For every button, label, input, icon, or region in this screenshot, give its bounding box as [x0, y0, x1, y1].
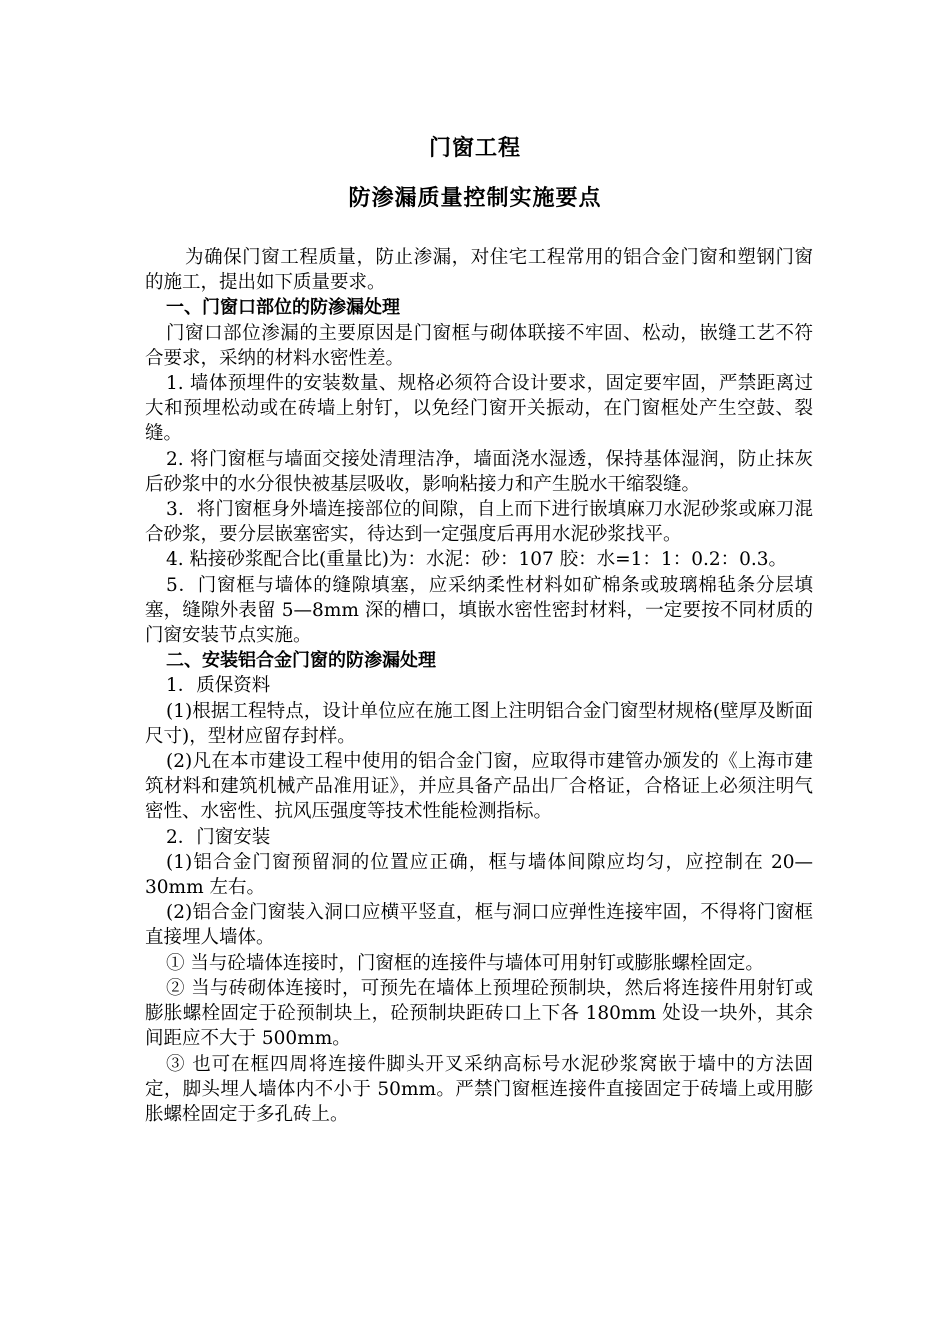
- paragraph: (2)凡在本市建设工程中使用的铝合金门窗，应取得市建管办颁发的《上海市建筑材料和建筑机械产品准用证》，并应具备产品出厂合格证，合格证上必须注明气密性、水密性、抗风压强度等技术性能检测指标。: [145, 751, 813, 823]
- paragraph: 3．将门窗框身外墙连接部位的间隙，自上而下进行嵌填麻刀水泥砂浆或麻刀混合砂浆，要分层嵌塞密实，待达到一定强度后再用水泥砂浆找平。: [145, 499, 813, 546]
- paragraph: (1)根据工程特点，设计单位应在施工图上注明铝合金门窗型材规格(壁厚及断面尺寸)，型材应留存封样。: [145, 700, 813, 747]
- paragraph: 5．门窗框与墙体的缝隙填塞，应采纳柔性材料如矿棉条或玻璃棉毡条分层填塞，缝隙外表留 5—8mm 深的槽口，填嵌水密性密封材料，一定要按不同材质的门窗安装节点实施。: [145, 574, 813, 647]
- subsection-heading: 2．门窗安装: [166, 826, 271, 848]
- paragraph: (1)铝合金门窗预留洞的位置应正确，框与墙体间隙应均匀，应控制在 20—30mm 左右。: [145, 851, 813, 899]
- paragraph: (2)铝合金门窗装入洞口应横平竖直，框与洞口应弹性连接牢固，不得将门窗框直接埋人墙体。: [145, 902, 813, 949]
- document-title: 门窗工程: [428, 136, 521, 161]
- document-body: [145, 245, 813, 1127]
- paragraph: ① 当与砼墙体连接时，门窗框的连接件与墙体可用射钉或膨胀螺栓固定。: [166, 952, 764, 974]
- paragraph: 1. 墙体预埋件的安装数量、规格必须符合设计要求，固定要牢固，严禁距离过大和预埋松动或在砖墙上射钉，以免经门窗开关振动，在门窗框处产生空鼓、裂缝。: [145, 373, 813, 445]
- intro-paragraph: 为确保门窗工程质量，防止渗漏，对住宅工程常用的铝合金门窗和塑钢门窗的施工，提出如下质量要求。: [145, 247, 813, 294]
- paragraph: ② 当与砖砌体连接时，可预先在墙体上预埋砼预制块，然后将连接件用射钉或膨胀螺栓固定于砼预制块上，砼预制块距砖口上下各 180mm 处设一块外，其余间距应不大于 500mm。: [145, 977, 813, 1050]
- paragraph: ③ 也可在框四周将连接件脚头开叉采纳高标号水泥砂浆窝嵌于墙中的方法固定，脚头埋人墙体内不小于 50mm。严禁门窗框连接件直接固定于砖墙上或用膨胀螺栓固定于多孔砖上。: [145, 1053, 813, 1125]
- section-heading-1: 一、门窗口部位的防渗漏处理: [166, 297, 400, 319]
- paragraph: 门窗口部位渗漏的主要原因是门窗框与砌体联接不牢固、松动，嵌缝工艺不符合要求，采纳的材料水密性差。: [145, 322, 813, 369]
- section-heading-2: 二、安装铝合金门窗的防渗漏处理: [166, 650, 436, 672]
- paragraph: 2. 将门窗框与墙面交接处清理洁净，墙面浇水湿透，保持基体湿润，防止抹灰后砂浆中的水分很快被基层吸收，影响粘接力和产生脱水干缩裂缝。: [145, 448, 813, 495]
- subsection-heading: 1．质保资料: [166, 675, 271, 697]
- document-subtitle: 防渗漏质量控制实施要点: [348, 186, 602, 211]
- paragraph: 4. 粘接砂浆配合比(重量比)为：水泥：砂：107 胶：水=1：1：0.2：0.3。: [166, 549, 788, 571]
